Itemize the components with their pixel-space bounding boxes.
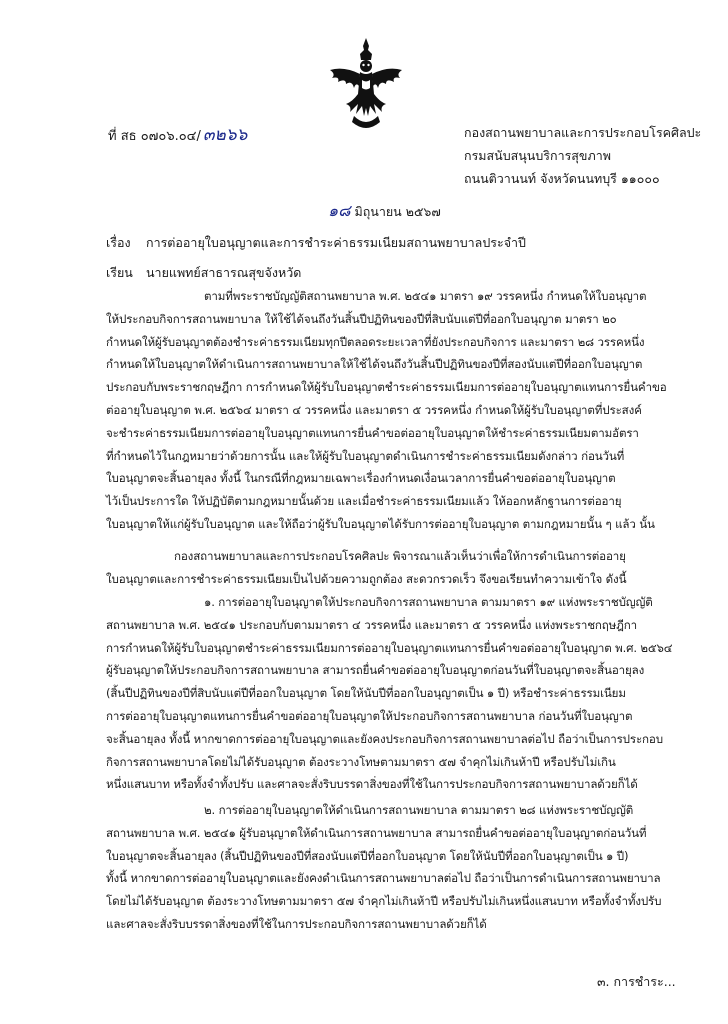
paragraph-line: สถานพยาบาล พ.ศ. ๒๕๔๑ ประกอบกับตามมาตรา ๔ วรรคหนึ่ง และมาตรา ๕ วรรคหนึ่ง แห่งพระราชกฤษฎีกา	[106, 617, 638, 632]
paragraph-line: ๑. การต่ออายุใบอนุญาตให้ประกอบกิจการสถานพยาบาล ตามมาตรา ๑๙ แห่งพระราชบัญญัติ	[204, 595, 653, 609]
paragraph-line: ประกอบกับพระราชกฤษฎีกา การกำหนดให้ผู้รับใบอนุญาตชำระค่าธรรมเนียมการต่ออายุใบอนุญาตแทนการยื่นคำขอ	[106, 380, 667, 395]
continued-marker: ๓. การชำระ...	[597, 974, 676, 989]
paragraph-line: กำหนดให้ผู้รับอนุญาตต้องชำระค่าธรรมเนียมทุกปีตลอดระยะเวลาที่ยังประกอบกิจการ และมาตรา ๒๘ วรรคหนึ่ง	[106, 334, 645, 349]
paragraph-line: ไว้เป็นประการใด ให้ปฏิบัติตามกฎหมายนั้นด้วย และเมื่อชำระค่าธรรมเนียมแล้ว ให้ออกหลักฐานการต่ออายุ	[106, 494, 622, 509]
reference-number-printed: ที่ สธ ๐๗๐๖.๐๔/	[108, 129, 201, 144]
paragraph-line: ใบอนุญาตจะสิ้นอายุลง ทั้งนี้ ในกรณีที่กฎหมายเฉพาะเรื่องกำหนดเงื่อนเวลาการยื่นคำขอต่ออายุใบอนุญาต	[106, 471, 616, 486]
paragraph-line: ที่กำหนดไว้ในกฎหมายว่าด้วยการนั้น และให้ผู้รับใบอนุญาตดำเนินการชำระค่าธรรมเนียมดังกล่าว ก่อนวันที่	[106, 448, 625, 463]
subject-line	[106, 233, 526, 253]
item-1	[106, 591, 686, 796]
paragraph-line: ใบอนุญาตและการชำระค่าธรรมเนียมเป็นไปด้วยความถูกต้อง สะดวกรวดเร็ว จึงขอเรียนทำความเข้าใจ ดังนี้	[106, 571, 627, 586]
paragraph-line: (สิ้นปีปฏิทินของปีที่สิบนับแต่ปีที่ออกใบอนุญาต โดยให้นับปีที่ออกใบอนุญาตเป็น ๑ ปี) หรือชำระค่าธรรมเนียม	[106, 686, 626, 701]
sender-street: ถนนติวานนท์ จังหวัดนนทบุรี ๑๑๐๐๐	[464, 171, 660, 186]
paragraph-2	[106, 545, 686, 591]
recipient-label: เรียน	[106, 265, 133, 280]
reference-number-handwritten: ๓๒๖๖	[202, 125, 248, 145]
subject-value: การต่ออายุใบอนุญาตและการชำระค่าธรรมเนียมสถานพยาบาลประจำปี	[146, 235, 526, 250]
paragraph-line: จะชำระค่าธรรมเนียมการต่ออายุใบอนุญาตแทนการยื่นคำขอต่ออายุใบอนุญาตให้ชำระค่าธรรมเนียมตามอัตรา	[106, 425, 639, 440]
date-month-year: มิถุนายน ๒๕๖๗	[354, 204, 441, 219]
item-2	[106, 799, 686, 936]
recipient-value: นายแพทย์สาธารณสุขจังหวัด	[146, 265, 302, 280]
sender-department: กรมสนับสนุนบริการสุขภาพ	[464, 148, 611, 163]
date-day-handwritten: ๑๘	[328, 201, 351, 220]
paragraph-1	[106, 285, 686, 536]
paragraph-line: จะสิ้นอายุลง ทั้งนี้ หากขาดการต่ออายุใบอนุญาตและยังคงประกอบกิจการสถานพยาบาลต่อไป ถือว่าเป็นการประกอบ	[106, 731, 663, 746]
reference-number	[108, 121, 247, 148]
paragraph-line: ๒. การต่ออายุใบอนุญาตให้ดำเนินการสถานพยาบาล ตามมาตรา ๒๘ แห่งพระราชบัญญัติ	[204, 803, 634, 817]
paragraph-line: กองสถานพยาบาลและการประกอบโรคศิลปะ พิจารณาแล้วเห็นว่าเพื่อให้การดำเนินการต่ออายุ	[174, 549, 626, 563]
paragraph-line: การกำหนดให้ผู้รับใบอนุญาตชำระค่าธรรมเนียมการต่ออายุใบอนุญาตแทนการยื่นคำขอต่ออายุใบอนุญาต พ.ศ. ๒๕๖๔	[106, 640, 673, 655]
paragraph-line: ต่ออายุใบอนุญาต พ.ศ. ๒๕๖๔ มาตรา ๔ วรรคหนึ่ง และมาตรา ๕ วรรคหนึ่ง กำหนดให้ผู้รับใบอนุญาตที่ประสงค์	[106, 402, 642, 417]
paragraph-line: ให้ประกอบกิจการสถานพยาบาล ให้ใช้ได้จนถึงวันสิ้นปีปฏิทินของปีที่สิบนับแต่ปีที่ออกใบอนุญาต มาตรา ๒๐	[106, 311, 617, 326]
paragraph-line: ตามที่พระราชบัญญัติสถานพยาบาล พ.ศ. ๒๕๔๑ มาตรา ๑๙ วรรคหนึ่ง กำหนดให้ใบอนุญาต	[204, 289, 647, 303]
paragraph-line: ผู้รับอนุญาตให้ประกอบกิจการสถานพยาบาล สามารถยื่นคำขอต่ออายุใบอนุญาตก่อนวันที่ใบอนุญาตจะสิ้นอายุลง	[106, 663, 645, 678]
paragraph-line: กำหนดให้ใบอนุญาตให้ดำเนินการสถานพยาบาลให้ใช้ได้จนถึงวันสิ้นปีปฏิทินของปีที่สองนับแต่ปีที่ออกใบอนุญาต	[106, 357, 643, 372]
paragraph-line: และศาลจะสั่งริบบรรดาสิ่งของที่ใช้ในการประกอบกิจการสถานพยาบาลด้วยก็ได้	[106, 916, 487, 931]
subject-label: เรื่อง	[106, 235, 131, 250]
paragraph-line: สถานพยาบาล พ.ศ. ๒๕๔๑ ผู้รับอนุญาตให้ดำเนินการสถานพยาบาล สามารถยื่นคำขอต่ออายุใบอนุญาตก่อนวันที่	[106, 825, 647, 840]
recipient-line	[106, 263, 301, 283]
paragraph-line: ใบอนุญาตจะสิ้นอายุลง (สิ้นปีปฏิทินของปีที่สองนับแต่ปีที่ออกใบอนุญาต โดยให้นับปีที่ออกใบอนุญาตเป็น ๑ ปี)	[106, 848, 629, 863]
paragraph-line: ทั้งนี้ หากขาดการต่ออายุใบอนุญาตและยังคงดำเนินการสถานพยาบาลต่อไป ถือว่าเป็นการดำเนินการสถานพยาบาล	[106, 871, 661, 886]
paragraph-line: กิจการสถานพยาบาลโดยไม่ได้รับอนุญาต ต้องระวางโทษตามมาตรา ๕๗ จำคุกไม่เกินห้าปี หรือปรับไม่เกิน	[106, 754, 616, 769]
paragraph-line: การต่ออายุใบอนุญาตแทนการยื่นคำขอต่ออายุใบอนุญาตให้ประกอบกิจการสถานพยาบาล ก่อนวันที่ใบอนุญาต	[106, 708, 633, 723]
paragraph-line: หนึ่งแสนบาท หรือทั้งจำทั้งปรับ และศาลจะสั่งริบบรรดาสิ่งของที่ใช้ในการประกอบกิจการสถานพยาบาลด้วยก็ได้	[106, 777, 638, 792]
sender-address	[464, 121, 701, 190]
letter-date	[328, 199, 441, 224]
garuda-emblem-icon	[326, 36, 406, 136]
paragraph-line: โดยไม่ได้รับอนุญาต ต้องระวางโทษตามมาตรา ๕๗ จำคุกไม่เกินห้าปี หรือปรับไม่เกินหนึ่งแสนบาท หรือทั้งจำทั้งปรับ	[106, 894, 662, 909]
paragraph-line: ใบอนุญาตให้แก่ผู้รับใบอนุญาต และให้ถือว่าผู้รับใบอนุญาตได้รับการต่ออายุใบอนุญาต ตามกฎหมายนั้น ๆ แล้ว นั้น	[106, 516, 655, 531]
sender-division: กองสถานพยาบาลและการประกอบโรคศิลปะ	[464, 125, 702, 140]
